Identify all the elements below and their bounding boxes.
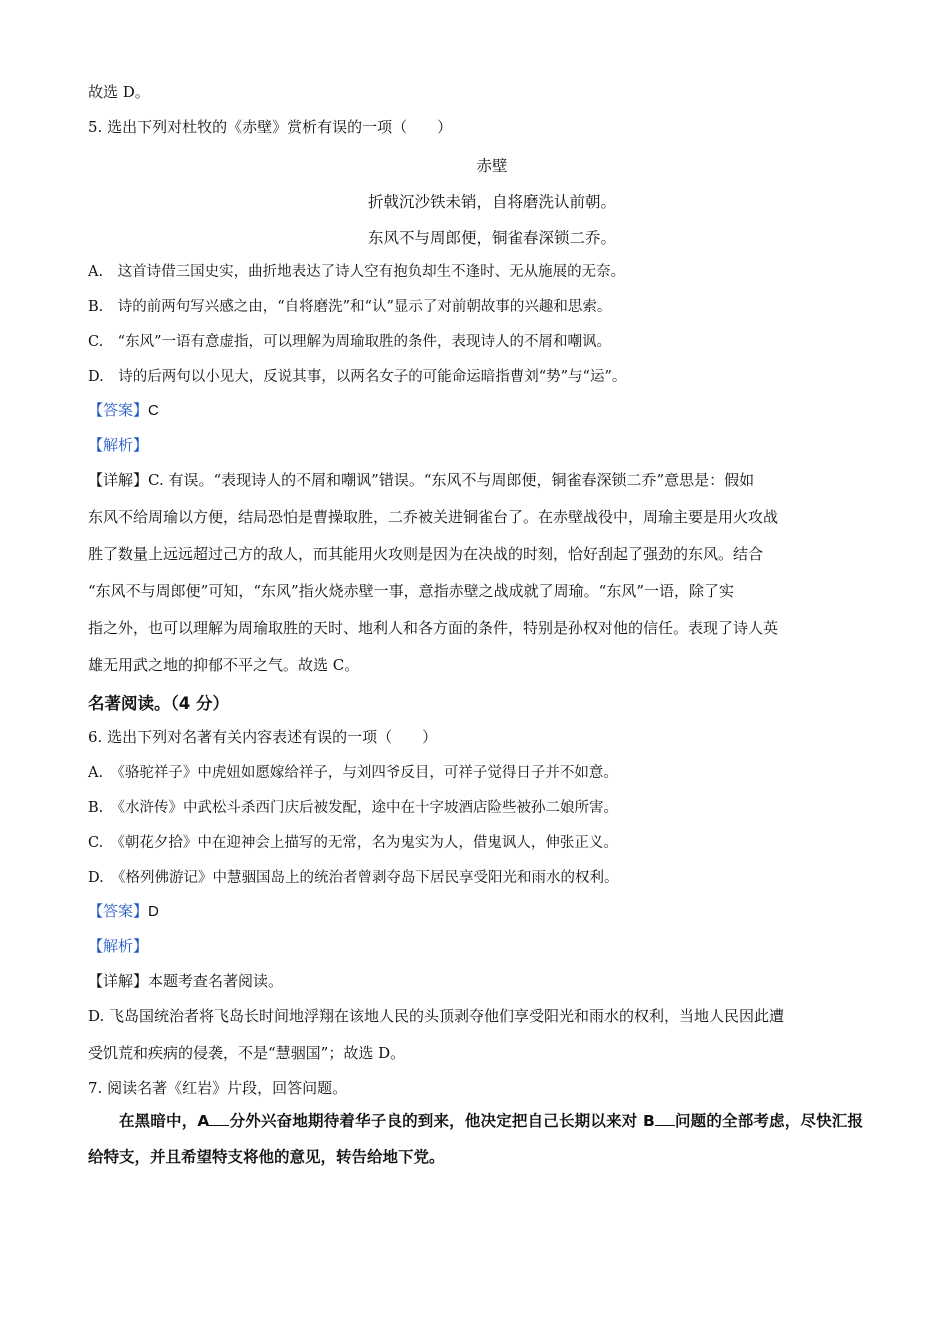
q5-detail-line-6: 雄无用武之地的抑郁不平之气。故选 C。 — [88, 656, 360, 674]
q5-stem: 5. 选出下列对杜牧的《赤壁》赏析有误的一项（ ） — [88, 118, 453, 136]
q6-option-c: C. 《朝花夕拾》中在迎神会上描写的无常，名为鬼实为人，借鬼讽人，伸张正义。 — [88, 835, 618, 851]
detail-tag: 【详解】 — [88, 972, 149, 990]
q5-analysis-tag: 【解析】 — [88, 436, 149, 454]
q5-detail-line-5: 指之外，也可以理解为周瑜取胜的天时、地利人和各方面的条件，特别是孙权对他的信任。表现了诗人英 — [88, 619, 779, 637]
poem-line-2: 东风不与周郎便，铜雀春深锁二乔。 — [367, 229, 616, 247]
poem-title: 赤壁 — [476, 157, 508, 175]
q6-option-b: B. 《水浒传》中武松斗杀西门庆后被发配，途中在十字坡酒店险些被孙二娘所害。 — [88, 800, 619, 816]
answer-tag: 【答案】 — [88, 902, 149, 920]
answer-value: C — [148, 402, 159, 419]
q5-detail-line-1: 【详解】C. 有误。“表现诗人的不屑和嘲讽”错误。“东风不与周郎便，铜雀春深锁二乔”意思是：假如 — [88, 471, 755, 489]
top-line: 故选 D。 — [88, 83, 150, 101]
q6-analysis-tag: 【解析】 — [88, 937, 149, 955]
q6-option-a: A. 《骆驼祥子》中虎妞如愿嫁给祥子，与刘四爷反目，可祥子觉得日子并不如意。 — [88, 765, 618, 781]
section-title: 名著阅读。（4 分） — [88, 694, 229, 713]
q7-stem: 7. 阅读名著《红岩》片段，回答问题。 — [88, 1079, 348, 1097]
q5-option-d: D. 诗的后两句以小见大，反说其事，以两名女子的可能命运暗指曹刘“势”与“运”。 — [88, 369, 627, 385]
q5-detail-line-2: 东风不给周瑜以方便，结局恐怕是曹操取胜，二乔被关进铜雀台了。在赤壁战役中，周瑜主要是用火攻战 — [88, 508, 779, 526]
q6-answer — [88, 901, 159, 922]
q6-option-d: D. 《格列佛游记》中慧骃国岛上的统治者曾剥夺岛下居民享受阳光和雨水的权利。 — [88, 870, 619, 886]
blank-a — [209, 1111, 229, 1126]
q5-detail-line-3: 胜了数量上远远超过己方的敌人，而其能用火攻则是因为在决战的时刻，恰好刮起了强劲的东风。结合 — [88, 545, 764, 563]
detail-tag: 【详解】 — [88, 471, 149, 489]
q5-option-c: C. “东风”一语有意虚指，可以理解为周瑜取胜的条件，表现诗人的不屑和嘲讽。 — [88, 334, 612, 350]
q7-excerpt: 在黑暗中，A 分外兴奋地期待着华子良的到来，他决定把自己长期以来对 B 问题的全部考虑，尽快汇报给特支，并且希望特支将他的意见，转告给地下党。 — [88, 1112, 863, 1166]
q5-answer — [88, 400, 159, 421]
q5-detail-line-4: “东风不与周郎便”可知，“东风”指火烧赤壁一事，意指赤壁之战成就了周瑜。“东风”一语，除了实 — [88, 582, 735, 600]
q6-detail-line-1: D. 飞岛国统治者将飞岛长时间地浮翔在该地人民的头顶剥夺他们享受阳光和雨水的权利，当地人民因此遭 — [88, 1007, 785, 1025]
answer-tag: 【答案】 — [88, 401, 149, 419]
q6-detail-line-2: 受饥荒和疾病的侵袭，不是“慧骃国”；故选 D。 — [88, 1044, 406, 1062]
q6-stem: 6. 选出下列对名著有关内容表述有误的一项（ ） — [88, 728, 438, 746]
blank-b — [655, 1111, 675, 1126]
answer-value: D — [148, 903, 159, 920]
q5-option-a: A. 这首诗借三国史实，曲折地表达了诗人空有抱负却生不逢时、无从施展的无奈。 — [88, 264, 626, 280]
q6-detail-intro: 【详解】本题考查名著阅读。 — [88, 972, 284, 990]
poem-line-1: 折戟沉沙铁未销，自将磨洗认前朝。 — [367, 193, 616, 211]
q5-option-b: B. 诗的前两句写兴感之由，“自将磨洗”和“认”显示了对前朝故事的兴趣和思索。 — [88, 299, 612, 315]
